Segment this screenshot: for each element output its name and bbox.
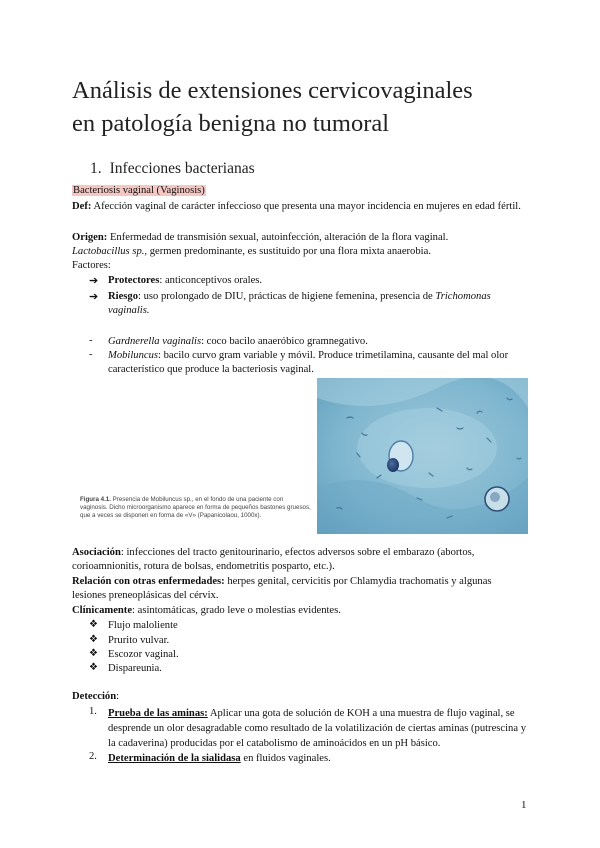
deteccion-label: Detección <box>72 691 117 702</box>
lactobacillus-text: germen predominante, es sustituido por una flora mixta anaerobia. <box>147 246 431 257</box>
figure-caption <box>80 496 312 520</box>
dash-bullet: - <box>89 349 93 360</box>
detection-text: en fluidos vaginales. <box>240 753 331 764</box>
arrow-bullet-icon: ➔ <box>89 291 99 303</box>
clinicamente-label: Clínicamente <box>72 605 133 616</box>
def-text: Afección vaginal de carácter infeccioso que presenta una mayor incidencia en mujeres en edad fértil. <box>91 201 521 212</box>
factor-label: Riesgo <box>108 291 139 302</box>
diamond-bullet-icon: ❖ <box>89 619 98 630</box>
symptom-item: Dispareunia. <box>108 663 162 674</box>
diamond-bullet-icon: ❖ <box>89 662 98 673</box>
factor-label: Protectores <box>108 275 160 286</box>
origen-label: Origen: <box>72 232 108 243</box>
section-number: 1. <box>90 160 102 177</box>
section-label: Infecciones bacterianas <box>109 160 255 177</box>
page-number: 1 <box>521 799 527 811</box>
subsection-heading <box>72 184 206 198</box>
asociacion-text: : infecciones del tracto genitourinario, efectos adversos sobre el embarazo (abortos, corioamnionitis, rotura de bolsas, endometritis posparto, etc.). <box>72 547 475 572</box>
factor-text: : anticonceptivos orales. <box>159 275 263 286</box>
detection-item-aminas <box>108 706 528 751</box>
factor-item-protectores <box>108 274 528 288</box>
relacion-text: herpes genital, cervicitis por Chlamydia trachomatis y algunas lesiones preneoplásicas del cérvix. <box>72 576 492 601</box>
symptom-item: Prurito vulvar. <box>108 635 170 646</box>
relacion-label: Relación con otras enfermedades: <box>72 576 225 587</box>
organism-name: Gardnerella vaginalis <box>108 336 202 347</box>
detection-number: 1. <box>89 706 97 717</box>
origen-text: Enfermedad de transmisión sexual, autoinfección, alteración de la flora vaginal. <box>107 232 449 243</box>
factores-label: Factores: <box>72 260 111 271</box>
asociacion-paragraph <box>72 546 528 574</box>
organism-item-mobiluncus <box>108 349 528 377</box>
origin-paragraph <box>72 231 448 245</box>
clinicamente-paragraph <box>72 604 341 618</box>
asociacion-label: Asociación <box>72 547 121 558</box>
organism-text: : bacilo curvo gram variable y móvil. Produce trimetilamina, causante del mal olor característico que produce la bacteriosis vaginal. <box>108 350 509 375</box>
clinicamente-text: : asintomáticas, grado leve o molestias evidentes. <box>132 605 341 616</box>
title-line-2: en patología benigna no tumoral <box>72 110 390 137</box>
symptom-item: Flujo maloliente <box>108 620 178 631</box>
diamond-bullet-icon: ❖ <box>89 634 98 645</box>
arrow-bullet-icon: ➔ <box>89 275 99 287</box>
definition-paragraph <box>72 200 528 214</box>
figure-caption-text: Presencia de Mobiluncus sp., en el fondo de una paciente con vaginosis. Dicho microorganismo aparece en forma de pequeños bastones gruesos, que a veces se disponen en forma de «V» (Papanicolaou, 1000x). <box>80 496 311 519</box>
symptom-item: Escozor vaginal. <box>108 649 179 660</box>
detection-item-sialidasa <box>108 751 528 766</box>
detection-label: Prueba de las aminas: <box>108 708 208 719</box>
factor-item-riesgo <box>108 290 528 318</box>
deteccion-heading <box>72 690 119 704</box>
figure-caption-label: Figura 4.1. <box>80 496 111 503</box>
lactobacillus-italic: Lactobacillus sp., <box>72 246 148 257</box>
lactobacillus-paragraph <box>72 245 431 259</box>
def-label: Def: <box>72 201 92 212</box>
diamond-bullet-icon: ❖ <box>89 648 98 659</box>
factor-italic: Trichomonas vaginalis. <box>108 291 491 316</box>
organism-text: : coco bacilo anaeróbico gramnegativo. <box>201 336 368 347</box>
organism-name: Mobiluncus <box>108 350 159 361</box>
section-heading <box>90 160 255 178</box>
relacion-paragraph <box>72 575 528 603</box>
subsection-label: Bacteriosis vaginal (Vaginosis) <box>73 185 205 196</box>
page-title <box>72 74 542 140</box>
figure <box>72 378 528 534</box>
micrograph-image <box>317 378 528 534</box>
organism-item-gardnerella <box>108 335 528 349</box>
dash-bullet: - <box>89 335 93 346</box>
title-line-1: Análisis de extensiones cervicovaginales <box>72 77 473 104</box>
detection-text: Aplicar una gota de solución de KOH a una muestra de flujo vaginal, se desprende un olor desagradable como resultado de la volatilización de ciertas aminas (putrescina y la cadaverina) producidas por el catabolismo de aminoácidos en un pH básico. <box>108 708 526 749</box>
deteccion-colon: : <box>116 691 120 702</box>
detection-label: Determinación de la sialidasa <box>108 753 241 764</box>
factor-text: : uso prolongado de DIU, prácticas de higiene femenina, presencia de <box>138 291 436 302</box>
detection-number: 2. <box>89 751 97 762</box>
